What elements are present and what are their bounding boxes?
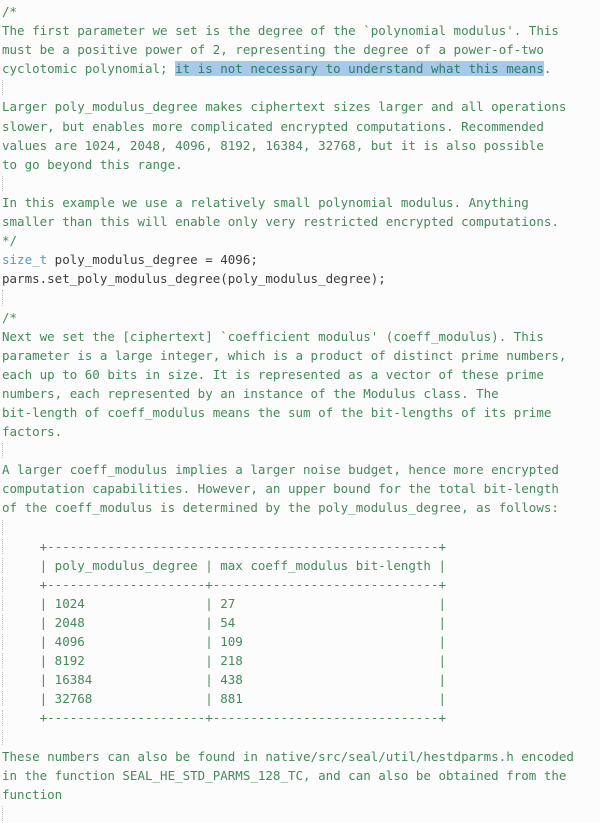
code-token: /*	[2, 309, 18, 325]
code-token: computation capabilities. However, an upper bound for the total bit-length	[2, 481, 559, 497]
code-line	[2, 384, 600, 403]
code-line	[2, 59, 600, 78]
code-line	[2, 21, 600, 40]
code-token: cyclotomic polynomial;	[2, 61, 176, 77]
code-line	[2, 651, 600, 670]
code-token: function	[2, 786, 63, 802]
code-line	[2, 785, 600, 804]
code-line	[2, 117, 600, 136]
code-line	[2, 766, 600, 785]
code-token: /*	[2, 4, 18, 19]
code-line	[2, 2, 600, 21]
code-line	[2, 498, 600, 517]
code-line	[2, 193, 600, 212]
code-token: to go beyond this range.	[2, 156, 183, 172]
code-line	[2, 747, 600, 766]
code-line	[2, 537, 600, 556]
code-line	[2, 308, 600, 327]
code-line	[2, 460, 600, 479]
code-line	[2, 594, 600, 613]
code-token: slower, but enables more complicated encrypted computations. Recommended	[2, 118, 544, 134]
code-line	[2, 269, 600, 288]
code-line	[2, 288, 600, 307]
code-token: .	[543, 61, 552, 77]
code-line	[2, 250, 600, 269]
code-token: in the function SEAL_HE_STD_PARMS_128_TC, and can also be obtained from the	[2, 767, 567, 783]
code-line	[2, 78, 600, 97]
code-token: +---------------------+------------------------------+	[2, 576, 447, 592]
code-token: | 16384 | 438 |	[2, 672, 447, 688]
selection-highlight: it is not necessary to understand what this means	[175, 61, 544, 77]
code-token: | 32768 | 881 |	[2, 691, 447, 707]
code-token: | 4096 | 109 |	[2, 634, 447, 650]
code-token: | 1024 | 27 |	[2, 595, 447, 611]
code-token: each up to 60 bits in size. It is represented as a vector of these prime	[2, 366, 544, 382]
code-token: These numbers can also be found in native/src/seal/util/hestdparms.h encoded	[2, 748, 574, 764]
code-line	[2, 403, 600, 422]
code-line	[2, 155, 600, 174]
code-line	[2, 365, 600, 384]
code-line	[2, 174, 600, 193]
code-line	[2, 327, 600, 346]
code-token: Next we set the [ciphertext] `coefficient modulus' (coeff_modulus). This	[2, 328, 544, 344]
code-line	[2, 136, 600, 155]
code-token: values are 1024, 2048, 4096, 8192, 16384, 32768, but it is also possible	[2, 137, 544, 153]
code-line	[2, 346, 600, 365]
code-line	[2, 804, 600, 823]
code-line	[2, 518, 600, 537]
code-token: smaller than this will enable only very restricted encrypted computations.	[2, 214, 559, 230]
code-token: A larger coeff_modulus implies a larger noise budget, hence more encrypted	[2, 462, 559, 478]
code-line	[2, 632, 600, 651]
code-token: numbers, each represented by an instance of the Modulus class. The	[2, 385, 499, 401]
code-token: parms.set_poly_modulus_degree(poly_modulus_degree);	[2, 271, 386, 287]
code-token: The first parameter we set is the degree of the `polynomial modulus'. This	[2, 23, 559, 39]
code-token: | 8192 | 218 |	[2, 653, 447, 669]
code-line	[2, 231, 600, 250]
code-token: +---------------------+------------------------------+	[2, 710, 447, 726]
code-line	[2, 556, 600, 575]
code-token: poly_modulus_degree = 4096;	[47, 252, 258, 268]
code-line	[2, 97, 600, 116]
code-token: +----------------------------------------------------+	[2, 538, 447, 554]
code-token: parameter is a large integer, which is a product of distinct prime numbers,	[2, 347, 567, 363]
code-line	[2, 670, 600, 689]
code-line	[2, 689, 600, 708]
code-line	[2, 441, 600, 460]
code-token: | poly_modulus_degree | max coeff_modulus bit-length |	[2, 557, 447, 573]
code-token: */	[2, 233, 18, 249]
code-token: In this example we use a relatively small polynomial modulus. Anything	[2, 194, 529, 210]
code-token: factors.	[2, 424, 63, 440]
code-token: size_t	[2, 252, 48, 268]
code-line	[2, 708, 600, 727]
code-line	[2, 613, 600, 632]
code-line	[2, 212, 600, 231]
code-line	[2, 575, 600, 594]
code-token: of the coeff_modulus is determined by the poly_modulus_degree, as follows:	[2, 500, 559, 516]
code-token: must be a positive power of 2, representing the degree of a power-of-two	[2, 42, 544, 58]
code-token: Larger poly_modulus_degree makes ciphertext sizes larger and all operations	[2, 99, 567, 115]
code-line	[2, 479, 600, 498]
code-line	[2, 422, 600, 441]
code-token: | 2048 | 54 |	[2, 615, 447, 630]
code-token: bit-length of coeff_modulus means the sum of the bit-lengths of its prime	[2, 404, 552, 420]
code-line	[2, 728, 600, 747]
code-line	[2, 40, 600, 59]
